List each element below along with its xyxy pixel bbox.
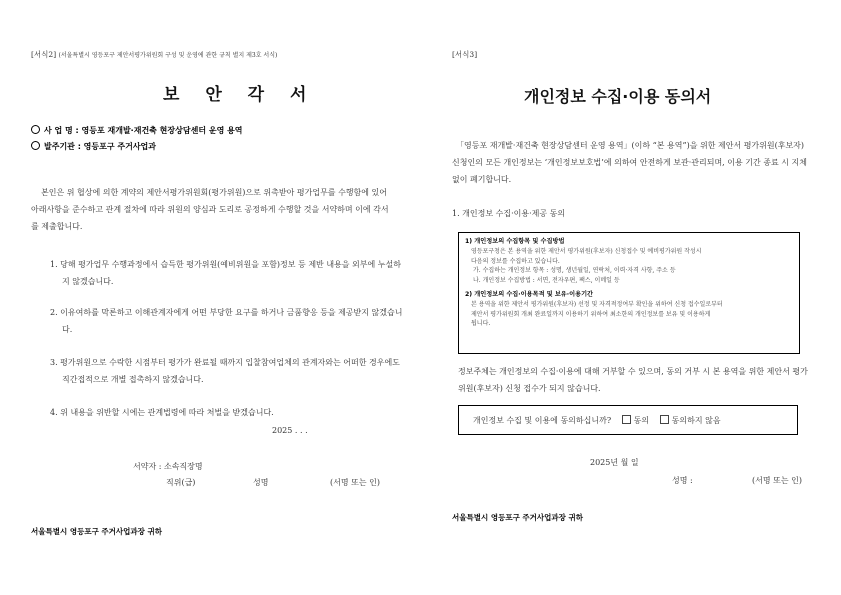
box-line: 다음의 정보를 수집하고 있습니다. bbox=[471, 257, 560, 265]
consent-date: 2025년 월 일 bbox=[590, 458, 639, 467]
agree-checkbox[interactable] bbox=[622, 415, 631, 424]
form-tag-left bbox=[31, 49, 277, 60]
consent-question-row bbox=[473, 415, 721, 426]
pledge-item-3: 3. 평가위원으로 수락한 시점부터 평가가 완료될 때까지 입찰참여업체의 관계자와는 어떠한 경우에도 직간접적으로 개별 접촉하지 않겠습니다. bbox=[50, 358, 400, 384]
circle-bullet-icon bbox=[31, 125, 40, 134]
consent-question: 개인정보 수집 및 이용에 동의하십니까? bbox=[473, 416, 612, 425]
signer-label: 서약자 : 소속직장명 bbox=[133, 462, 203, 471]
circle-bullet-icon bbox=[31, 141, 40, 150]
form-number: [서식2] bbox=[31, 50, 57, 59]
agency-line bbox=[31, 141, 156, 152]
box-line: 나. 개인정보 수집방법 : 서면, 전자우편, 팩스, 이메일 등 bbox=[473, 276, 620, 284]
page-title-left: 보 안 각 서 bbox=[163, 85, 317, 105]
name-label: 성명 bbox=[253, 478, 269, 487]
pledge-item-4: 4. 위 내용을 위반할 시에는 관계법령에 따라 처벌을 받겠습니다. bbox=[50, 408, 274, 417]
box-line: 제안서 평가위원회 개최 완료일까지 이용하기 위하여 최소한의 개인정보를 보유 및 이용하게 bbox=[471, 310, 711, 318]
agency-text: 발주기관 : 영등포구 주거사업과 bbox=[44, 142, 157, 151]
form-note: (서울특별시 영등포구 제안서평가위원회 구성 및 운영에 관한 규칙 별지 제3호 서식) bbox=[58, 52, 278, 59]
box-line: 본 용역을 위한 제안서 평가위원(후보자) 선정 및 자격적정여부 확인을 위하여 신청 접수일로부터 bbox=[471, 301, 723, 308]
project-line bbox=[31, 125, 243, 136]
disagree-label: 동의하지 않음 bbox=[671, 416, 721, 425]
consent-sign-label: (서명 또는 인) bbox=[752, 476, 802, 485]
box-line: 됩니다. bbox=[471, 320, 491, 327]
consent-section-title: 1. 개인정보 수집·이용·제공 동의 bbox=[452, 209, 566, 218]
pledge-date: 2025 . . . bbox=[272, 426, 308, 435]
page-title-right: 개인정보 수집·이용 동의서 bbox=[524, 87, 712, 106]
box-line: 영등포구청은 본 용역을 위한 제안서 평가위원(후보자) 신청접수 및 예비평가위원 작성시 bbox=[471, 248, 702, 255]
refusal-notice: 정보주체는 개인정보의 수집·이용에 대해 거부할 수 있으며, 동의 거부 시 본 용역을 위한 제안서 평가위원(후보자) 신청 접수가 되지 않습니다. bbox=[458, 367, 808, 393]
consent-details-box bbox=[458, 232, 800, 354]
consent-question-box bbox=[458, 405, 798, 435]
addressee-left: 서울특별시 영등포구 주거사업과장 귀하 bbox=[31, 527, 162, 536]
position-label: 직위(급) bbox=[166, 478, 196, 487]
sign-label: (서명 또는 인) bbox=[330, 478, 380, 487]
consent-intro: 「영등포 재개발·재건축 현장상담센터 운영 용역」(이하 “본 용역”)을 위한 제안서 평가위원(후보자) 신청인의 모든 개인정보는 ‘개인정보보호법’에 의하여 안전하게 보관·관리되며, 이용 기간 종료 시 지체없이 폐기합니다. bbox=[452, 141, 807, 184]
pledge-item-2: 2. 이유여하를 막론하고 이해관계자에게 어떤 부당한 요구를 하거나 금품향응 등을 제공받지 않겠습니다. bbox=[50, 308, 403, 334]
box-line: 가. 수집하는 개인정보 항목 : 성명, 생년월일, 연락처, 이력·자격 사항, 주소 등 bbox=[473, 267, 676, 274]
pledge-intro: 본인은 위 협상에 의한 계약의 제안서평가위원회(평가위원)으로 위촉받아 평가업무를 수행함에 있어 아래사항을 준수하고 관계 절차에 따라 위원의 양심과 도리로 공정하게 수행할 것을 서약하며 이에 각서를 제출합니다. bbox=[31, 188, 389, 231]
form-tag-right: [서식3] bbox=[452, 50, 478, 59]
consent-name-label: 성명 : bbox=[672, 476, 693, 485]
project-text: 사 업 명 : 영등포 재개발·재건축 현장상담센터 운영 용역 bbox=[44, 126, 243, 135]
disagree-checkbox[interactable] bbox=[660, 415, 669, 424]
pledge-item-1: 1. 당해 평가업무 수행과정에서 습득한 평가위원(예비위원을 포함)정보 등 제반 내용을 외부에 누설하지 않겠습니다. bbox=[50, 260, 401, 286]
addressee-right: 서울특별시 영등포구 주거사업과장 귀하 bbox=[452, 513, 583, 522]
agree-label: 동의 bbox=[633, 416, 650, 425]
box-heading-1: 1) 개인정보의 수집항목 및 수집방법 bbox=[465, 238, 565, 245]
box-heading-2: 2) 개인정보의 수집·이용목적 및 보유·이용기간 bbox=[465, 291, 594, 298]
